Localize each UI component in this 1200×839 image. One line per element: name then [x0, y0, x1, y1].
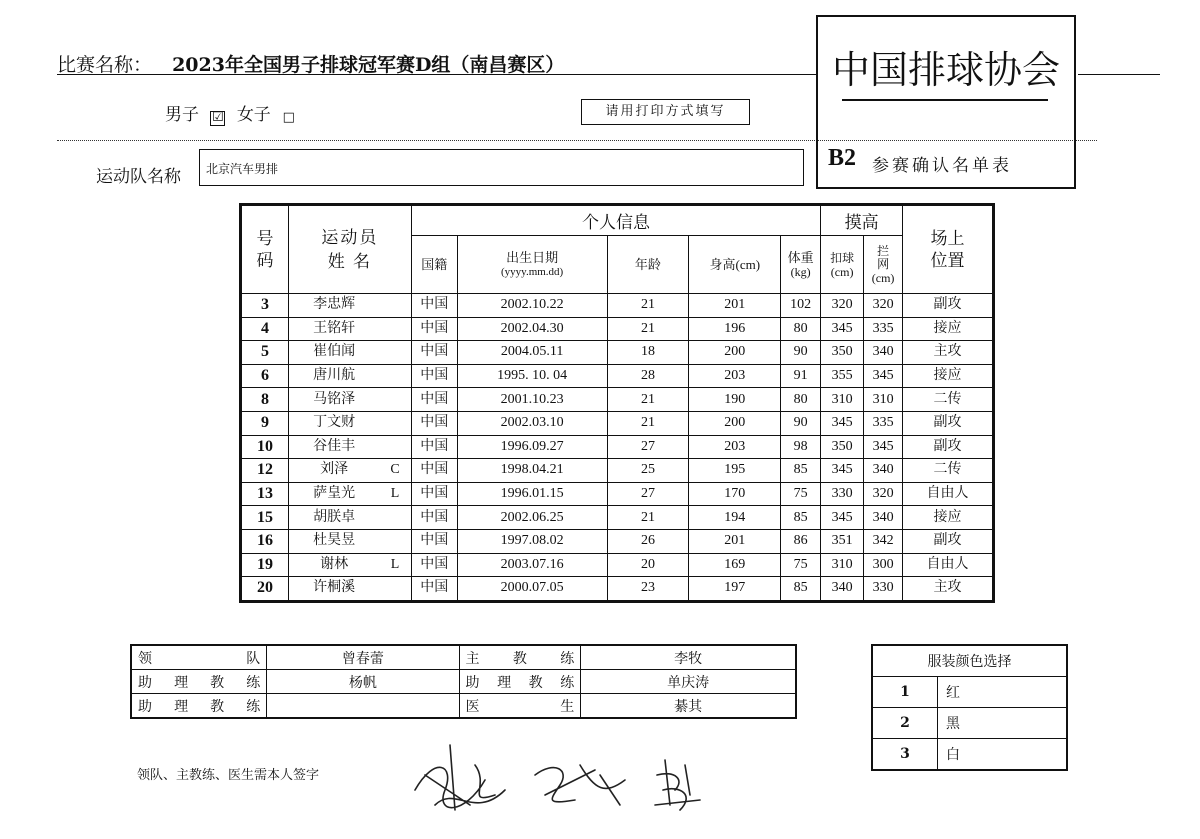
- player-role: C: [379, 459, 411, 483]
- player-spike-reach: 350: [821, 435, 864, 459]
- player-weight: 85: [781, 577, 821, 601]
- player-block-reach: 320: [864, 482, 903, 506]
- player-name: 杜昊昱: [288, 529, 379, 553]
- player-role: [379, 364, 411, 388]
- player-height: 203: [689, 364, 781, 388]
- player-height: 197: [689, 577, 781, 601]
- uniform-color-table: [871, 644, 1068, 771]
- player-number: 9: [242, 411, 289, 435]
- player-role: [379, 411, 411, 435]
- player-position: 自由人: [903, 482, 993, 506]
- player-position: 副攻: [903, 294, 993, 318]
- female-checkbox[interactable]: □: [282, 110, 295, 125]
- player-block-reach: 310: [864, 388, 903, 412]
- header-position: 场上位置: [903, 206, 993, 294]
- player-nationality: 中国: [411, 482, 457, 506]
- player-nationality: 中国: [411, 435, 457, 459]
- match-name-line: [57, 50, 564, 77]
- player-name: 马铭泽: [288, 388, 379, 412]
- player-birthdate: 2002.03.10: [457, 411, 607, 435]
- header-reach: 摸高: [821, 206, 903, 236]
- form-code: B2: [828, 145, 857, 171]
- doctor-label: 医 生: [459, 694, 581, 719]
- player-spike-reach: 320: [821, 294, 864, 318]
- player-number: 5: [242, 341, 289, 365]
- header-block: 拦网 (cm): [864, 236, 903, 294]
- player-position: 副攻: [903, 435, 993, 459]
- assistant-coach-label: 助 理 教 练: [459, 670, 581, 694]
- table-row: [872, 645, 1067, 677]
- player-position: 接应: [903, 317, 993, 341]
- player-number: 4: [242, 317, 289, 341]
- header-number: 号码: [242, 206, 289, 294]
- table-row: [242, 482, 993, 506]
- player-weight: 86: [781, 529, 821, 553]
- leader-value: 曾春蕾: [267, 645, 459, 670]
- assistant-coach-value: [267, 694, 459, 719]
- player-name: 胡朕卓: [288, 506, 379, 530]
- signature-leader: [415, 745, 505, 810]
- player-block-reach: 335: [864, 317, 903, 341]
- player-number: 13: [242, 482, 289, 506]
- player-nationality: 中国: [411, 317, 457, 341]
- male-label: 男子: [165, 105, 199, 125]
- player-name: 唐川航: [288, 364, 379, 388]
- roster-table-frame: [239, 203, 995, 603]
- player-birthdate: 2002.04.30: [457, 317, 607, 341]
- player-nationality: 中国: [411, 411, 457, 435]
- player-role: L: [379, 482, 411, 506]
- table-row: [242, 553, 993, 577]
- uniform-option-color[interactable]: 红: [938, 677, 1068, 708]
- uniform-option-number: 2: [872, 708, 938, 739]
- player-weight: 102: [781, 294, 821, 318]
- player-nationality: 中国: [411, 459, 457, 483]
- player-role: [379, 529, 411, 553]
- header-personal-info: 个人信息: [411, 206, 820, 236]
- gender-selector: [165, 100, 295, 125]
- header-weight: 体重 (kg): [781, 236, 821, 294]
- player-weight: 98: [781, 435, 821, 459]
- table-row: [131, 694, 796, 719]
- player-nationality: 中国: [411, 341, 457, 365]
- doctor-value: 綦其: [581, 694, 796, 719]
- player-nationality: 中国: [411, 506, 457, 530]
- player-role: [379, 577, 411, 601]
- player-age: 21: [607, 411, 689, 435]
- table-row: [242, 506, 993, 530]
- association-rule: [842, 99, 1048, 101]
- player-age: 26: [607, 529, 689, 553]
- player-weight: 80: [781, 317, 821, 341]
- head-coach-label: 主 教 练: [459, 645, 581, 670]
- player-birthdate: 1998.04.21: [457, 459, 607, 483]
- player-name: 谷佳丰: [288, 435, 379, 459]
- player-block-reach: 340: [864, 459, 903, 483]
- player-position: 主攻: [903, 577, 993, 601]
- player-role: [379, 341, 411, 365]
- player-spike-reach: 345: [821, 506, 864, 530]
- player-age: 25: [607, 459, 689, 483]
- table-row: [242, 388, 993, 412]
- player-role: [379, 317, 411, 341]
- player-birthdate: 2004.05.11: [457, 341, 607, 365]
- table-row: [242, 364, 993, 388]
- header-player: 运动员姓 名: [288, 206, 411, 294]
- player-age: 28: [607, 364, 689, 388]
- player-block-reach: 335: [864, 411, 903, 435]
- player-birthdate: 2000.07.05: [457, 577, 607, 601]
- player-birthdate: 2002.10.22: [457, 294, 607, 318]
- uniform-option-color[interactable]: 白: [938, 739, 1068, 771]
- table-row: [242, 411, 993, 435]
- assistant-coach-label: 助 理 教 练: [131, 670, 267, 694]
- player-block-reach: 320: [864, 294, 903, 318]
- team-name-label: 运动队名称: [96, 167, 181, 187]
- player-height: 190: [689, 388, 781, 412]
- player-height: 201: [689, 294, 781, 318]
- print-instruction-box: 请用打印方式填写: [581, 99, 750, 125]
- player-role: [379, 435, 411, 459]
- association-box: [816, 15, 1076, 189]
- player-block-reach: 345: [864, 435, 903, 459]
- roster-table: [241, 205, 993, 601]
- player-role: [379, 388, 411, 412]
- player-spike-reach: 355: [821, 364, 864, 388]
- player-height: 169: [689, 553, 781, 577]
- staff-table: [130, 644, 797, 719]
- player-position: 接应: [903, 364, 993, 388]
- header-nationality: 国籍: [411, 236, 457, 294]
- table-row: [242, 577, 993, 601]
- player-height: 201: [689, 529, 781, 553]
- player-name: 许桐溪: [288, 577, 379, 601]
- signature-head-coach: [535, 765, 625, 805]
- player-number: 19: [242, 553, 289, 577]
- player-age: 23: [607, 577, 689, 601]
- player-spike-reach: 345: [821, 411, 864, 435]
- player-position: 二传: [903, 459, 993, 483]
- player-number: 15: [242, 506, 289, 530]
- player-height: 195: [689, 459, 781, 483]
- player-spike-reach: 330: [821, 482, 864, 506]
- header-age: 年龄: [607, 236, 689, 294]
- player-role: [379, 506, 411, 530]
- player-age: 21: [607, 388, 689, 412]
- player-role: L: [379, 553, 411, 577]
- handwritten-signatures: [395, 735, 735, 825]
- player-height: 203: [689, 435, 781, 459]
- signature-doctor: [655, 760, 700, 810]
- player-name: 王铭轩: [288, 317, 379, 341]
- player-name: 崔伯闻: [288, 341, 379, 365]
- player-height: 200: [689, 341, 781, 365]
- player-position: 副攻: [903, 411, 993, 435]
- player-weight: 85: [781, 459, 821, 483]
- player-number: 16: [242, 529, 289, 553]
- table-row: [242, 459, 993, 483]
- player-spike-reach: 310: [821, 553, 864, 577]
- uniform-option-number: 3: [872, 739, 938, 771]
- player-nationality: 中国: [411, 388, 457, 412]
- table-row: [131, 645, 796, 670]
- table-row: [242, 435, 993, 459]
- player-nationality: 中国: [411, 529, 457, 553]
- player-name: 丁文财: [288, 411, 379, 435]
- team-name-field[interactable]: [199, 149, 804, 186]
- player-name: 刘泽: [288, 459, 379, 483]
- player-block-reach: 300: [864, 553, 903, 577]
- player-age: 21: [607, 294, 689, 318]
- player-birthdate: 1995. 10. 04: [457, 364, 607, 388]
- player-spike-reach: 310: [821, 388, 864, 412]
- table-row: [872, 708, 1067, 739]
- table-row: [242, 529, 993, 553]
- player-number: 6: [242, 364, 289, 388]
- male-checkbox[interactable]: ☑: [212, 110, 224, 125]
- player-name: 谢林: [288, 553, 379, 577]
- player-weight: 75: [781, 553, 821, 577]
- player-age: 21: [607, 317, 689, 341]
- player-nationality: 中国: [411, 364, 457, 388]
- player-name: 萨皇光: [288, 482, 379, 506]
- form-title: 参赛确认名单表: [872, 156, 1012, 176]
- player-position: 接应: [903, 506, 993, 530]
- player-spike-reach: 351: [821, 529, 864, 553]
- player-age: 20: [607, 553, 689, 577]
- player-position: 自由人: [903, 553, 993, 577]
- match-underline-right: [1078, 74, 1160, 75]
- header-height: 身高(cm): [689, 236, 781, 294]
- player-birthdate: 1997.08.02: [457, 529, 607, 553]
- player-number: 12: [242, 459, 289, 483]
- player-spike-reach: 345: [821, 317, 864, 341]
- player-birthdate: 1996.09.27: [457, 435, 607, 459]
- table-row: [242, 294, 993, 318]
- uniform-option-number: 1: [872, 677, 938, 708]
- player-age: 21: [607, 506, 689, 530]
- player-nationality: 中国: [411, 294, 457, 318]
- assistant-coach-label: 助 理 教 练: [131, 694, 267, 719]
- player-height: 194: [689, 506, 781, 530]
- player-spike-reach: 340: [821, 577, 864, 601]
- table-row: [242, 341, 993, 365]
- assistant-coach-value: 杨帆: [267, 670, 459, 694]
- header-birth: 出生日期 (yyyy.mm.dd): [457, 236, 607, 294]
- player-age: 27: [607, 482, 689, 506]
- player-number: 20: [242, 577, 289, 601]
- player-position: 副攻: [903, 529, 993, 553]
- player-block-reach: 340: [864, 506, 903, 530]
- table-row: [131, 670, 796, 694]
- header-spike: 扣球 (cm): [821, 236, 864, 294]
- player-birthdate: 1996.01.15: [457, 482, 607, 506]
- player-weight: 85: [781, 506, 821, 530]
- player-block-reach: 345: [864, 364, 903, 388]
- player-position: 二传: [903, 388, 993, 412]
- player-age: 18: [607, 341, 689, 365]
- player-spike-reach: 350: [821, 341, 864, 365]
- association-name: 中国排球协会: [831, 48, 1060, 92]
- player-height: 200: [689, 411, 781, 435]
- player-number: 3: [242, 294, 289, 318]
- uniform-option-color[interactable]: 黑: [938, 708, 1068, 739]
- player-number: 8: [242, 388, 289, 412]
- player-height: 170: [689, 482, 781, 506]
- player-nationality: 中国: [411, 577, 457, 601]
- player-spike-reach: 345: [821, 459, 864, 483]
- uniform-title: 服装颜色选择: [872, 645, 1067, 677]
- match-underline: [57, 74, 817, 75]
- player-nationality: 中国: [411, 553, 457, 577]
- female-label: 女子: [236, 105, 271, 125]
- player-block-reach: 330: [864, 577, 903, 601]
- signature-note: 领队、主教练、医生需本人签字: [137, 768, 320, 783]
- player-weight: 90: [781, 341, 821, 365]
- table-row: [872, 677, 1067, 708]
- head-coach-value: 李牧: [581, 645, 796, 670]
- player-birthdate: 2002.06.25: [457, 506, 607, 530]
- player-role: [379, 294, 411, 318]
- player-number: 10: [242, 435, 289, 459]
- player-weight: 90: [781, 411, 821, 435]
- player-age: 27: [607, 435, 689, 459]
- assistant-coach-value: 单庆涛: [581, 670, 796, 694]
- player-position: 主攻: [903, 341, 993, 365]
- player-name: 李忠辉: [288, 294, 379, 318]
- table-row: [872, 739, 1067, 771]
- player-block-reach: 342: [864, 529, 903, 553]
- player-weight: 91: [781, 364, 821, 388]
- player-birthdate: 2001.10.23: [457, 388, 607, 412]
- team-name-value: 北京汽车男排: [206, 162, 279, 176]
- player-weight: 80: [781, 388, 821, 412]
- match-name: 2023年全国男子排球冠军赛D组（南昌赛区）: [172, 54, 565, 76]
- leader-label: 领 队: [131, 645, 267, 670]
- player-birthdate: 2003.07.16: [457, 553, 607, 577]
- table-row: [242, 317, 993, 341]
- player-weight: 75: [781, 482, 821, 506]
- match-label: 比赛名称：: [57, 54, 153, 76]
- player-block-reach: 340: [864, 341, 903, 365]
- player-height: 196: [689, 317, 781, 341]
